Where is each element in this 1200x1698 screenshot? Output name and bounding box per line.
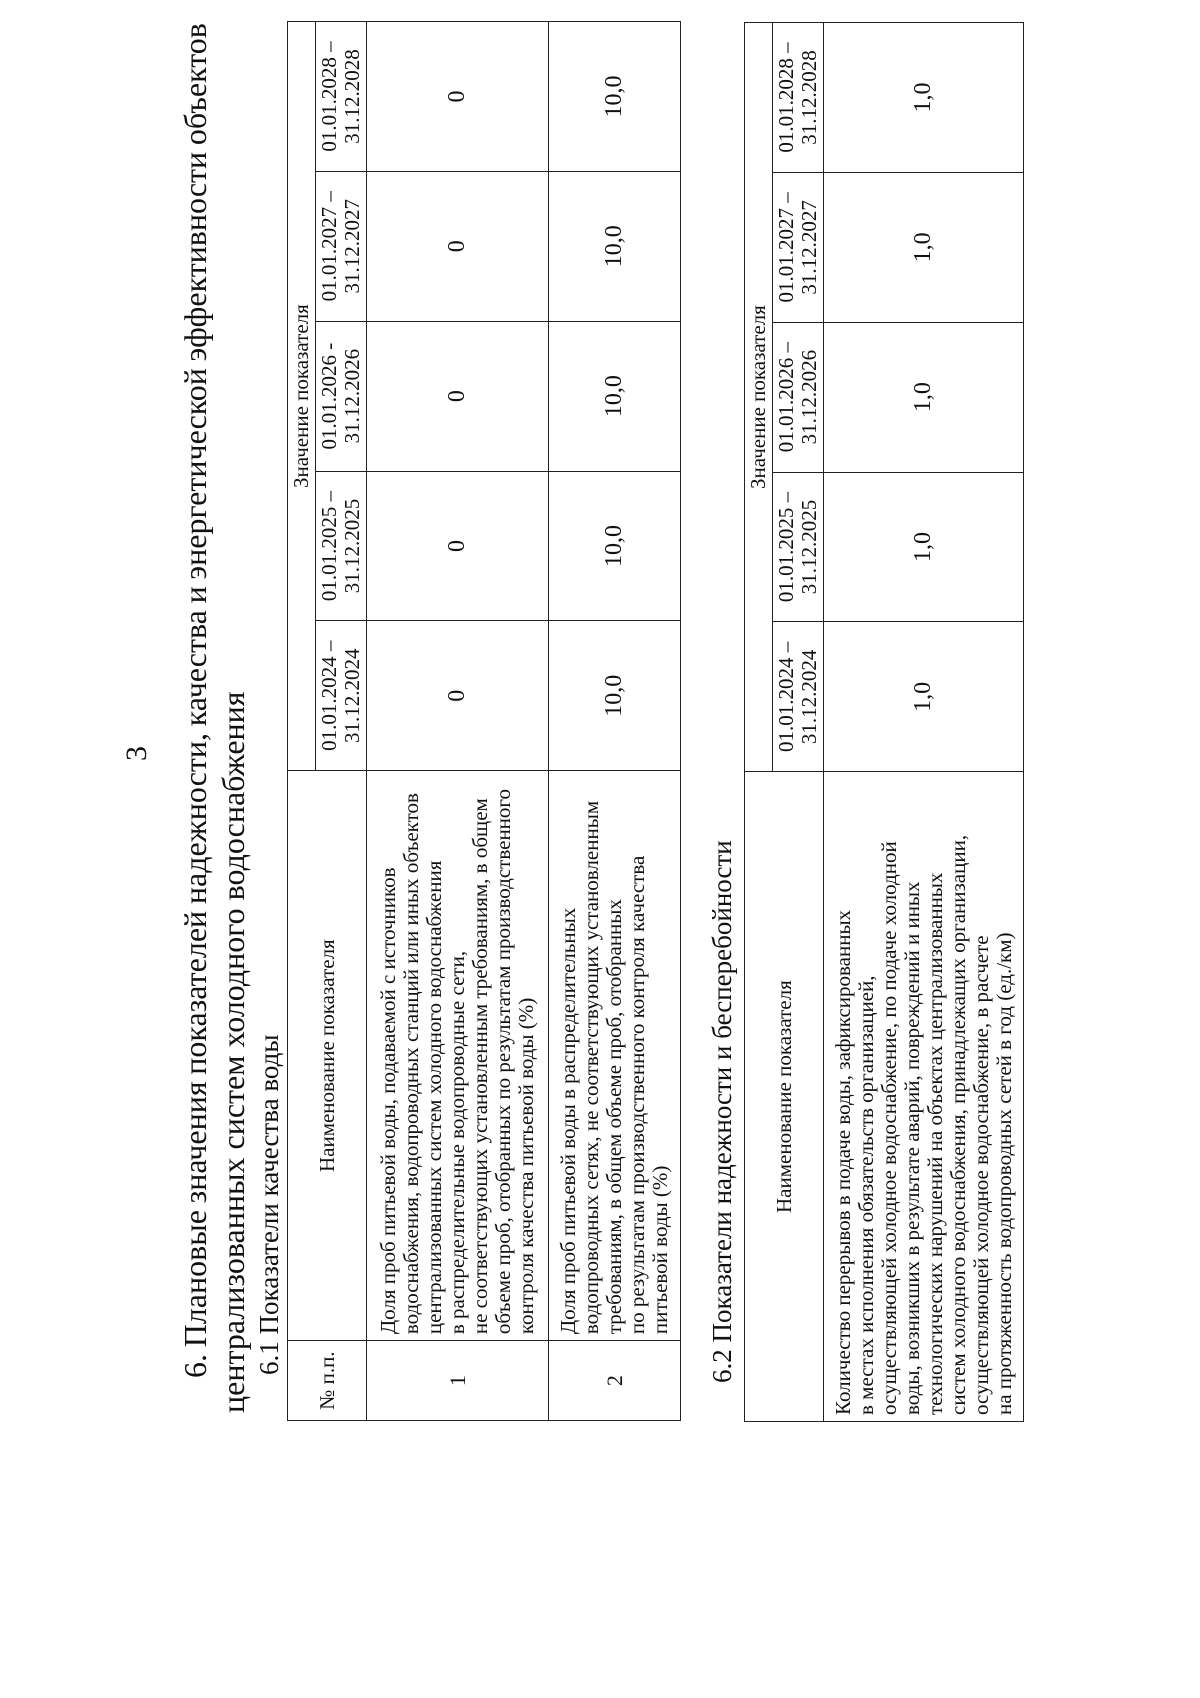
indicator-name-line: контроля качества питьевой воды (%)	[514, 997, 538, 1335]
indicator-name-line: не соответствующих установленным требованиям, в общем	[468, 798, 492, 1335]
indicator-name-line: технологических нарушений на объектах централизованных	[922, 872, 947, 1415]
indicator-name-line: требованиям, в общем объеме проб, отобранных	[602, 899, 626, 1335]
heading-word: эффективности	[177, 151, 213, 362]
table-header-row	[745, 23, 773, 1422]
indicator-name-line: осуществляющей холодное водоснабжение, в расчете	[968, 935, 993, 1415]
indicator-name-line: Доля проб питьевой воды в распределительных	[556, 907, 580, 1335]
indicator-value: 0	[367, 171, 549, 321]
indicator-name-line: водопроводных сетях, не соответствующих установленным	[579, 800, 603, 1335]
col-header-period: 01.01.2028 – 31.12.2028	[316, 22, 367, 172]
indicator-name-line: Количество перерывов в подаче воды, зафиксированных	[830, 909, 855, 1415]
indicator-value: 1,0	[824, 622, 1024, 772]
table-row	[549, 22, 681, 1421]
col-header-period: 01.01.2027 – 31.12.2027	[316, 171, 367, 321]
col-header-period: 01.01.2025 – 31.12.2025	[316, 471, 367, 621]
heading-word: энергетической	[177, 368, 213, 580]
section-1-title: 6.1 Показатели качества воды	[254, 1034, 284, 1375]
indicator-name-line: в распределительные водопроводные сети,	[445, 950, 469, 1335]
page-number: 3	[120, 746, 153, 761]
col-header-group: Значение показателя	[745, 23, 773, 772]
indicator-value: 10,0	[549, 471, 681, 621]
indicator-name-line: по результатам производственного контроля качества	[625, 855, 649, 1335]
heading-word: значения	[177, 1081, 213, 1204]
col-header-period: 01.01.2026 – 31.12.2026	[773, 322, 824, 472]
reliability-table	[744, 22, 1024, 1422]
indicator-value: 10,0	[549, 621, 681, 771]
indicator-value: 10,0	[549, 171, 681, 321]
table-header-row	[288, 22, 316, 1421]
col-header-period: 01.01.2027 – 31.12.2027	[773, 172, 824, 322]
indicator-name-line: в местах исполнения обязательств организацией,	[853, 975, 878, 1415]
indicator-name-line: воды, возникших в результате аварий, повреждений и иных	[899, 881, 924, 1415]
col-header-num: № п.п.	[288, 1341, 367, 1421]
indicator-name-line: питьевой воды (%)	[648, 1165, 672, 1335]
heading-word: качества	[177, 610, 213, 727]
row-number: 2	[549, 1341, 681, 1421]
indicator-value: 0	[367, 22, 549, 172]
heading-line-2: централизованных систем холодного водоснабжения	[215, 691, 251, 1413]
table-row	[824, 23, 1024, 1422]
section-2-title: 6.2 Показатели надежности и бесперебойности	[707, 840, 737, 1383]
col-header-period: 01.01.2024 – 31.12.2024	[316, 621, 367, 771]
indicator-name-line: на протяженность водопроводных сетей в год (ед./км)	[991, 932, 1016, 1415]
col-header-group: Значение показателя	[288, 22, 316, 771]
col-header-period: 01.01.2025 – 31.12.2025	[773, 472, 824, 622]
indicator-name-line: водоснабжения, водопроводных станций или иных объектов	[399, 793, 423, 1335]
indicator-value: 10,0	[549, 321, 681, 471]
col-header-period: 01.01.2028 – 31.12.2028	[773, 23, 824, 173]
indicator-name	[824, 772, 1024, 1422]
indicator-name	[367, 771, 549, 1341]
table-row	[367, 22, 549, 1421]
heading-word: надежности,	[177, 732, 213, 905]
col-header-period: 01.01.2026 - 31.12.2026	[316, 321, 367, 471]
indicator-name-line: осуществляющей холодное водоснабжение, по подаче холодной	[876, 841, 901, 1415]
indicator-name-line: объеме проб, отобранных по результатам производственного	[491, 788, 515, 1335]
section-heading	[176, 23, 252, 1413]
water-quality-table	[287, 21, 681, 1421]
heading-word: Плановые	[177, 1210, 213, 1348]
indicator-value: 1,0	[824, 472, 1024, 622]
heading-line-1	[176, 23, 214, 1413]
col-header-period: 01.01.2024 – 31.12.2024	[773, 622, 824, 772]
heading-word: объектов	[177, 23, 213, 146]
indicator-value: 1,0	[824, 23, 1024, 173]
indicator-value: 0	[367, 471, 549, 621]
indicator-value: 10,0	[549, 22, 681, 172]
indicator-name-line: Доля проб питьевой воды, подаваемой с источников	[376, 867, 400, 1335]
indicator-value: 0	[367, 621, 549, 771]
indicator-value: 1,0	[824, 322, 1024, 472]
indicator-value: 0	[367, 321, 549, 471]
heading-word: 6.	[177, 1354, 213, 1378]
indicator-value: 1,0	[824, 172, 1024, 322]
indicator-name	[549, 771, 681, 1341]
col-header-name: Наименование показателя	[288, 771, 367, 1341]
col-header-name: Наименование показателя	[745, 772, 824, 1422]
row-number: 1	[367, 1341, 549, 1421]
indicator-name-line: централизованных систем холодного водоснабжения	[422, 860, 446, 1335]
heading-word: и	[177, 586, 213, 604]
heading-word: показателей	[177, 910, 213, 1075]
indicator-name-line: систем холодного водоснабжения, принадлежащих организации,	[945, 834, 970, 1415]
